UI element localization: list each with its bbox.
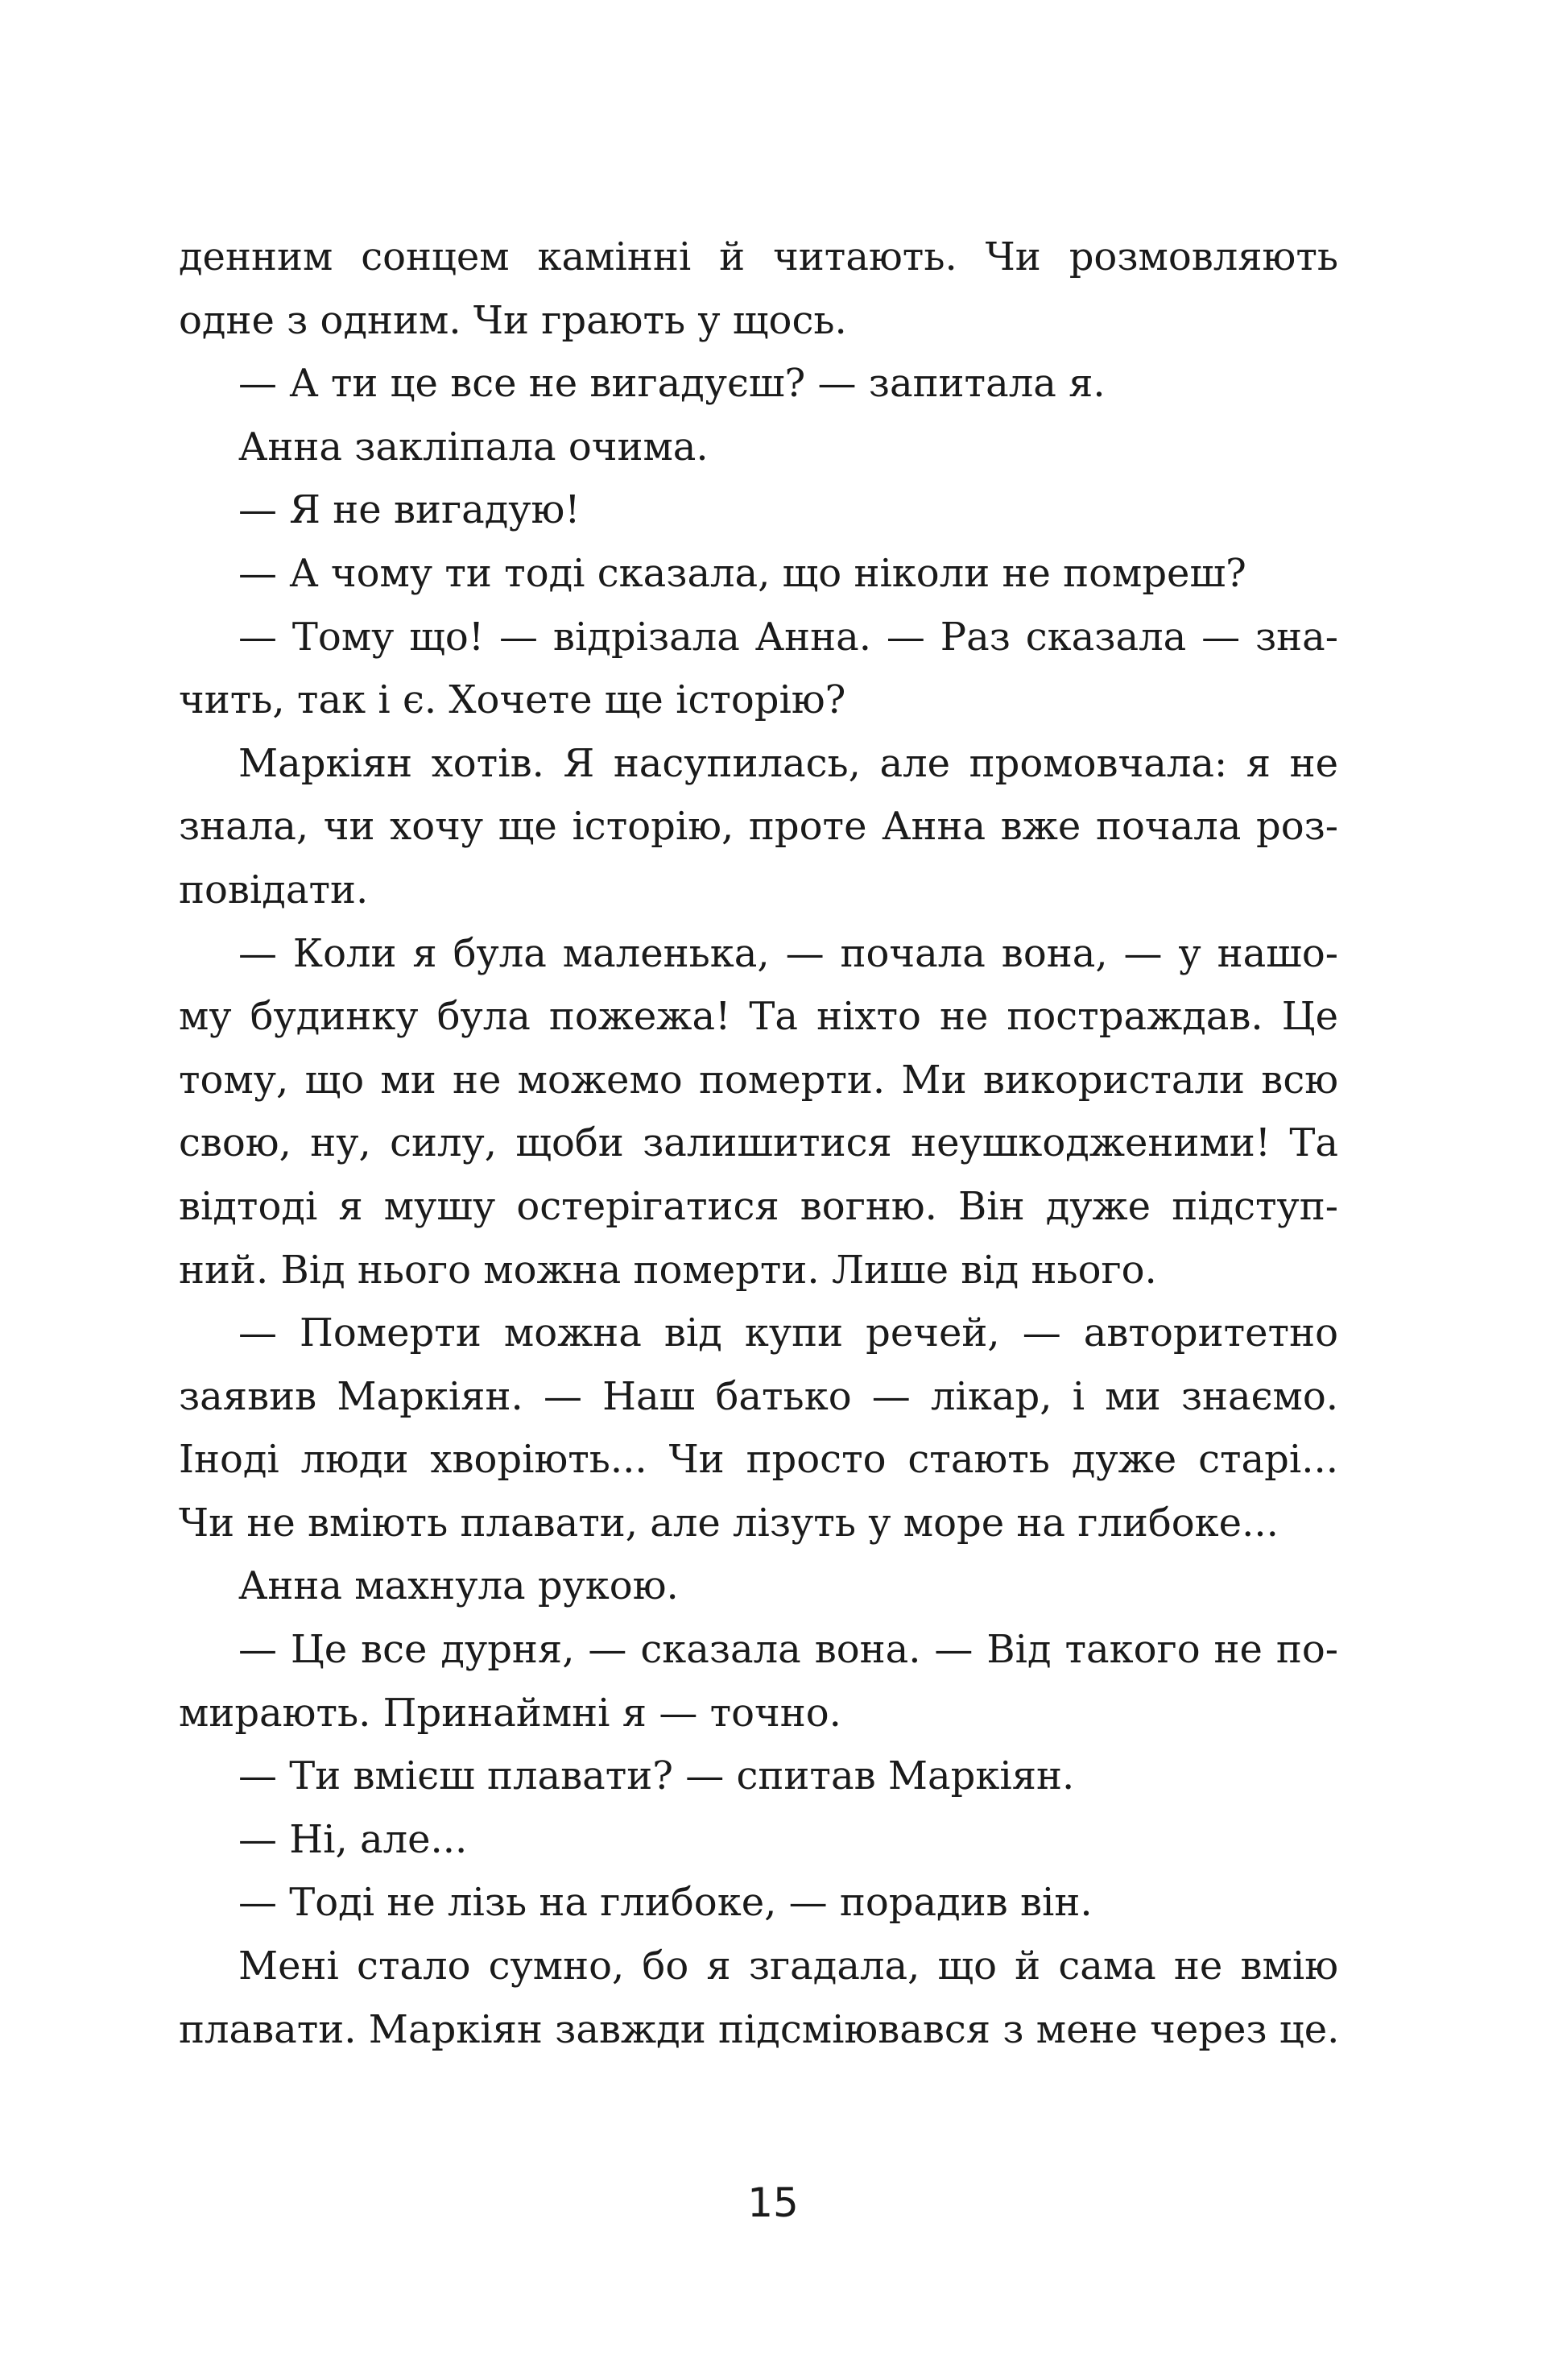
text-line: тому, що ми не можемо померти. Ми використали всю [179, 1057, 1338, 1103]
text-line: мирають. Принаймні я — точно. [179, 1690, 841, 1736]
text-line: ний. Від нього можна померти. Лише від нього. [179, 1247, 1157, 1293]
text-line: — А чому ти тоді сказала, що ніколи не помреш? [238, 550, 1246, 596]
text-line: Анна закліпала очима. [238, 424, 709, 470]
text-line: Чи не вміють плавати, але лізуть у море на глибоке... [179, 1500, 1279, 1546]
text-line: — Ні, але... [238, 1816, 468, 1862]
text-line: — Тому що! — відрізала Анна. — Раз сказала — зна- [238, 614, 1338, 660]
text-line: знала, чи хочу ще історію, проте Анна вже почала роз- [179, 804, 1338, 850]
text-line: свою, ну, силу, щоби залишитися неушкодженими! Та [179, 1120, 1338, 1166]
text-line: повідати. [179, 867, 369, 913]
text-line: одне з одним. Чи грають у щось. [179, 297, 847, 343]
text-line: Анна махнула рукою. [238, 1563, 679, 1609]
text-line: денним сонцем камінні й читають. Чи розмовляють [179, 234, 1338, 279]
text-line: заявив Маркіян. — Наш батько — лікар, і ми знаємо. [179, 1373, 1338, 1419]
text-line: Мені стало сумно, бо я згадала, що й сама не вмію [238, 1943, 1338, 1989]
text-line: — Я не вигадую! [238, 487, 581, 533]
text-line: Маркіян хотів. Я насупилась, але промовчала: я не [238, 740, 1338, 786]
text-line: — Тоді не лізь на глибоке, — порадив він. [238, 1880, 1093, 1926]
text-line: му будинку була пожежа! Та ніхто не постраждав. Це [179, 994, 1338, 1040]
text-line: плавати. Маркіян завжди підсміювався з мене через це. [179, 2006, 1340, 2052]
body-text [179, 226, 1338, 2061]
text-line: — А ти це все не вигадуєш? — запитала я. [238, 361, 1106, 407]
page-number: 15 [747, 2179, 799, 2226]
text-line: Іноді люди хворіють... Чи просто стають дуже старі... [179, 1437, 1338, 1483]
text-line: відтоді я мушу остерігатися вогню. Він дуже підступ- [179, 1183, 1338, 1229]
text-line: — Це все дурня, — сказала вона. — Від такого не по- [238, 1627, 1338, 1673]
text-line: чить, так і є. Хочете ще історію? [179, 677, 846, 723]
text-line: — Померти можна від купи речей, — авторитетно [238, 1310, 1338, 1356]
text-line: — Коли я була маленька, — почала вона, — у нашо- [238, 930, 1338, 976]
text-line: — Ти вмієш плавати? — спитав Маркіян. [238, 1753, 1075, 1799]
